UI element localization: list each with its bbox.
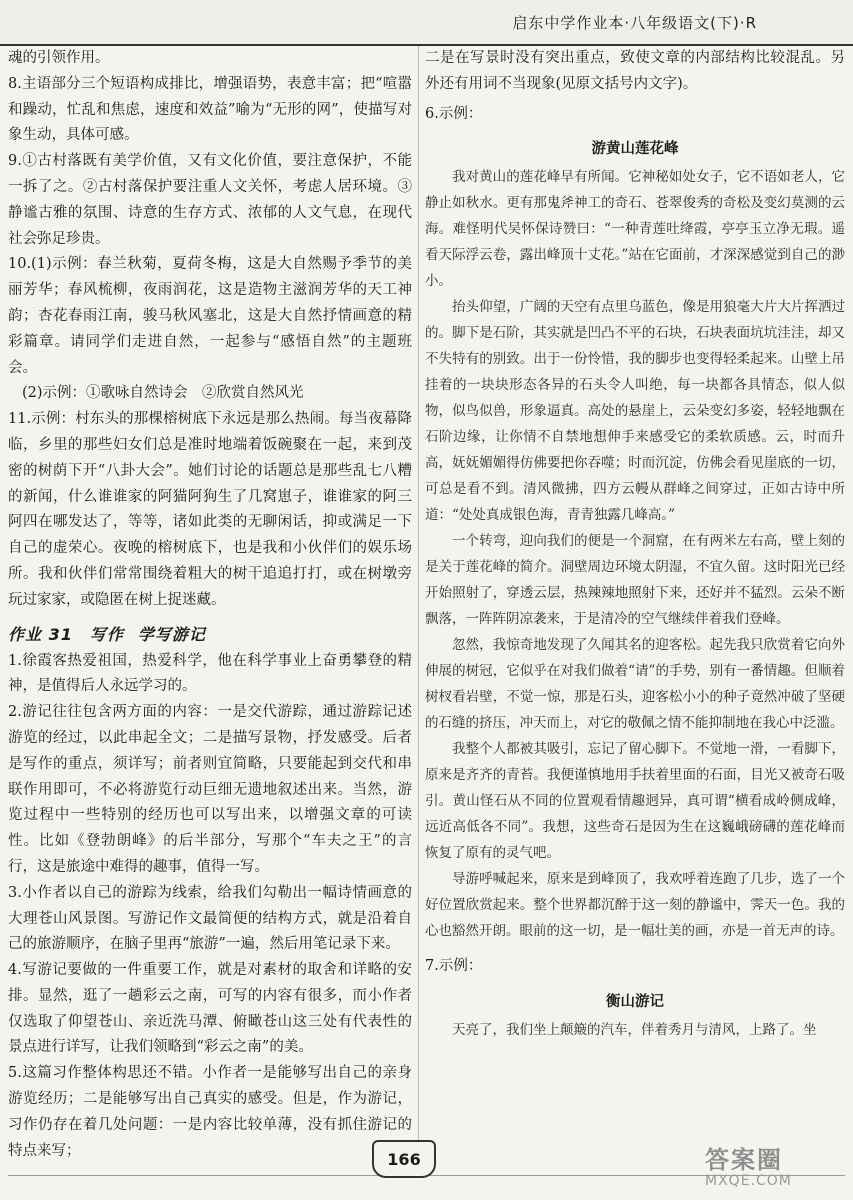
answer-line-0: 魂的引领作用。	[8, 50, 110, 66]
page-header	[0, 0, 853, 46]
example-6-label: 6.示例：	[425, 105, 483, 122]
hw31-answer-1: 1.徐霞客热爱祖国，热爱科学，他在科学事业上奋勇攀登的精神，是值得后人永远学习的。	[8, 652, 412, 695]
essay-6-para-3: 一个转弯，迎向我们的便是一个洞窟，在有两米左右高，壁上刻的是关于莲花峰的简介。洞壁周边环境太阴湿，不宜久留。这时阳光已经开始照射了，穿透云层，热辣辣地照射下来，还好并不猛烈。云朵不断飘落，一阵阵阴凉袭来，于是清冷的空气继续伴着我们登峰。	[425, 533, 845, 628]
essay-6-para-5: 我整个人都被其吸引，忘记了留心脚下。不觉地一滑，一看脚下，原来是齐齐的青苔。我便谨慎地用手扶着里面的石面，目光又被奇石吸引。黄山怪石从不同的位置观看情趣迥异，真可谓“横看成岭侧成峰，远近高低各不同”。我想，这些奇石是因为生在这巍峨磅礴的莲花峰而恢复了原有的灵气吧。	[425, 741, 845, 862]
right-column	[425, 46, 845, 1043]
essay-6-para-6: 导游呼喊起来，原来是到峰顶了，我欢呼着连跑了几步，选了一个好位置欣赏起来。整个世界都沉醉于这一刻的静谧中，霁天一色。我的心也豁然开朗。眼前的这一切，是一幅壮美的画，亦是一首无声的诗。	[425, 871, 845, 940]
watermark-logo: 答案圈	[705, 1146, 783, 1174]
answer-8: 8.主语部分三个短语构成排比，增强语势，表意丰富；把“喧嚣和躁动，忙乱和焦虑，速度和效益”喻为“无形的网”，使描写对象生动，具体可感。	[8, 75, 412, 144]
answer-11: 11.示例：村东头的那棵榕树底下永远是那么热闹。每当夜幕降临，乡里的那些妇女们总是准时地端着饭碗聚在一起，来到茂密的树荫下开“八卦大会”。她们讨论的话题总是那些乱七八糟的新闻，什么谁谁家的阿猫阿狗生了几窝崽子，谁谁家的阿三阿四在哪发达了，等等，诸如此类的无聊闲话，抑或满足一下自己的虚荣心。夜晚的榕树底下，也是我和小伙伴们的娱乐场所。我和伙伴们常常围绕着粗大的树干追追打打，或在树墩旁玩过家家，或隐匿在树上捉迷藏。	[8, 411, 412, 608]
hw31-answer-2: 2.游记往往包含两方面的内容：一是交代游踪，通过游踪记述游览的经过，以此串起全文；二是描写景物，抒发感受。后者是写作的重点，须详写；前者则宜简略，只要能起到交代和串联作用即可，不必将游览行动巨细无遗地叙述出来。当然，游览过程中一些特别的经历也可以写出来，以增强文章的可读性。比如《登勃朗峰》的后半部分，写那个“车夫之王”的言行，这是旅途中难得的趣事，值得一写。	[8, 704, 412, 875]
answer-5-continued: 二是在写景时没有突出重点，致使文章的内部结构比较混乱。另外还有用词不当现象(见原文括号内文字)。	[425, 50, 845, 92]
hw31-answer-3: 3.小作者以自己的游踪为线索，给我们勾勒出一幅诗情画意的大理苍山风景图。写游记作文最简便的结构方式，就是沿着自己的旅游顺序，在脑子里再“旅游”一遍，然后用笔记录下来。	[8, 884, 412, 953]
answer-10-2: (2)示例：①歌咏自然诗会 ②欣赏自然风光	[22, 385, 304, 402]
essay-7-title: 衡山游记	[606, 994, 664, 1011]
homework-title: 作业 31 写作	[8, 624, 124, 644]
essay-6-para-4: 忽然，我惊奇地发现了久闻其名的迎客松。起先我只欣赏着它向外伸展的树冠，它似乎在对我们做着“请”的手势，别有一番情趣。但顺着树杈看岩壁，不觉一惊，那是石头，迎客松小小的种子竟然冲破了坚硬的石缝的挤压，冲天而上，对它的敬佩之情不能抑制地在我心中泛滥。	[425, 637, 845, 732]
hw31-answer-4: 4.写游记要做的一件重要工作，就是对素材的取舍和详略的安排。显然，逛了一趟彩云之南，可写的内容有很多，而小作者仅选取了仰望苍山、亲近洗马潭、俯瞰苍山这三处有代表性的景点进行详写，让我们领略到“彩云之南”的美。	[8, 962, 412, 1056]
running-title: 启东中学作业本·八年级语文(下)·R	[512, 14, 757, 32]
hw31-answer-5: 5.这篇习作整体构思还不错。小作者一是能够写出自己的亲身游览经历；二是能够写出自己真实的感受。但是，作为游记，习作仍存在着几处问题：一是内容比较单薄，没有抓住游记的特点来写；	[8, 1065, 412, 1159]
answer-10-1: 10.(1)示例：春兰秋菊，夏荷冬梅，这是大自然赐予季节的美丽芳华；春风梳柳，夜雨润花，这是造物主滋润芳华的天工神韵；杏花春雨江南，骏马秋风塞北，这是大自然抒情画意的精彩篇章。请同学们走进自然，一起参与“感悟自然”的主题班会。	[8, 256, 412, 376]
homework-subtitle: 学写游记	[137, 624, 206, 644]
column-divider	[418, 46, 419, 1151]
essay-6-title: 游黄山莲花峰	[591, 141, 679, 158]
page-number: 166	[387, 1149, 421, 1169]
watermark	[705, 1140, 845, 1194]
essay-6-para-1: 我对黄山的莲花峰早有所闻。它神秘如处女子，它不语如老人，它静止如秋水。更有那鬼斧神工的奇石、苍翠俊秀的奇松及变幻莫测的云海。难怪明代吴怀保诗赞曰：“一种青莲吐绛霞，亭亭玉立净无瑕。遥看天际浮云卷，露出峰顶十丈花。”站在它面前，才深深感觉到自己的渺小。	[425, 169, 845, 290]
essay-6-para-2: 抬头仰望，广阔的天空有点里乌蓝色，像是用狼毫大片大片挥洒过的。脚下是石阶，其实就是凹凸不平的石块，石块表面坑坑洼洼，却又不失特有的别致。出于一份怜惜，我的脚步也变得轻柔起来。山壁上吊挂着的一块块形态各异的石头令人叫绝，每一块都各具情态，似人似物，似鸟似兽，形象逼真。高处的悬崖上，云朵变幻多姿，轻轻地飘在石阶边缘，让你情不自禁地想伸手来感受它的柔软质感。云，时而升高，妩妩媚媚得仿佛要把你吞噬；时而沉淀，仿佛会看见崖底的一切，可总是看不到。清风微拂，四方云幔从群峰之间穿过，正如古诗中所道：“处处真成银色海，青青独露几峰高。”	[425, 299, 845, 524]
page-number-badge	[372, 1140, 436, 1178]
homework-heading	[8, 622, 412, 645]
watermark-url: MXQE.COM	[705, 1173, 792, 1189]
answer-9: 9.①古村落既有美学价值，又有文化价值，要注意保护，不能一拆了之。②古村落保护要注重人文关怀，考虑人居环境。③静谧古雅的氛围、诗意的生存方式、浓郁的人文气息，在现代社会弥足珍贵。	[8, 153, 412, 247]
essay-7-first-line: 天亮了，我们坐上颠簸的汽车，伴着秀月与清风，上路了。坐	[452, 1022, 817, 1039]
left-column	[8, 46, 412, 1164]
example-7-label: 7.示例：	[425, 958, 483, 975]
